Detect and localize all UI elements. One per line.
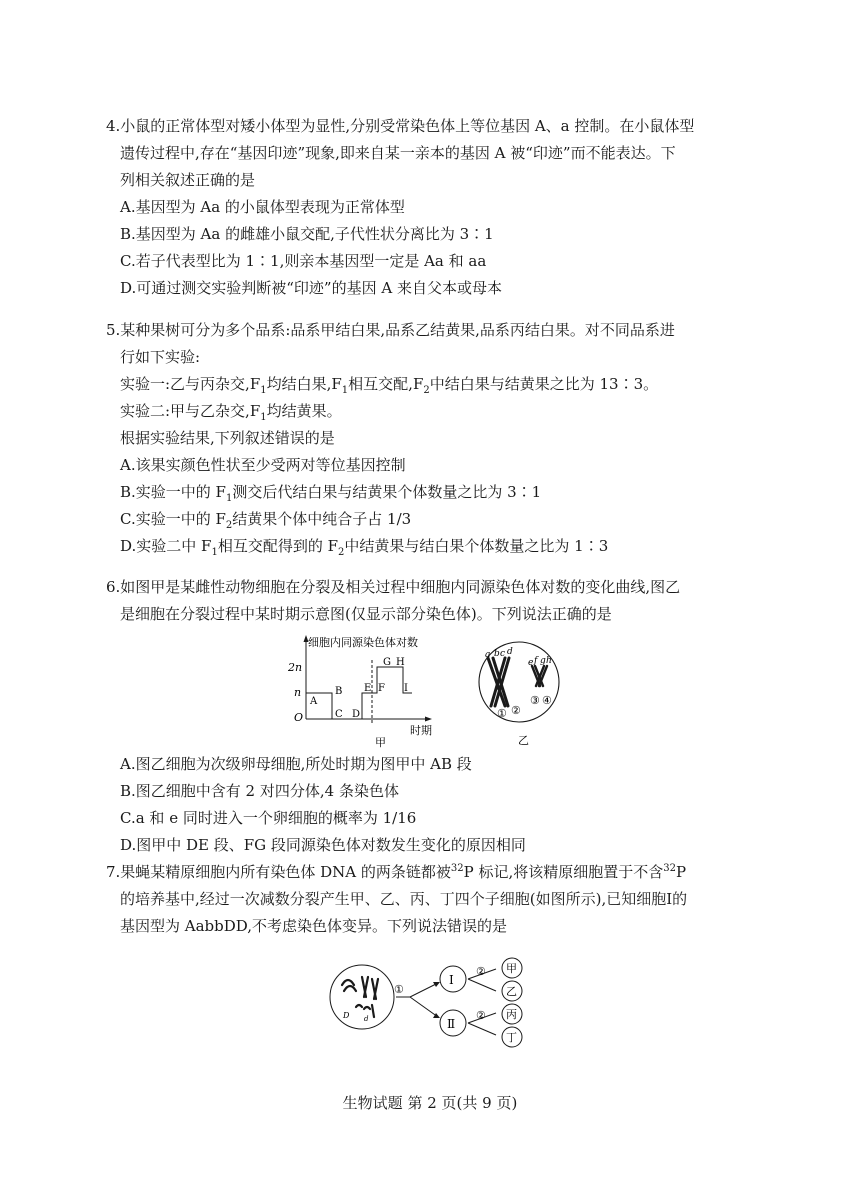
gene-letter-c: c — [500, 649, 506, 659]
point-label-i: I — [404, 683, 408, 694]
figure-jia-homologous-pairs-graph — [286, 632, 446, 750]
gene-label-d-lower: d — [364, 1015, 369, 1023]
gene-letter-a: a — [485, 650, 491, 660]
point-label-h: H — [396, 657, 405, 668]
page-footer: 生物试题 第 2 页(共 9 页) — [342, 1094, 518, 1112]
point-label-e: E — [364, 683, 372, 694]
question-5 — [106, 317, 756, 560]
origin-label: O — [294, 711, 304, 724]
gene-letter-g: g — [540, 656, 546, 666]
point-label-a: A — [310, 696, 318, 707]
question-6-option-d: D.图甲中 DE 段、FG 段同源染色体对数发生变化的原因相同 — [120, 836, 526, 854]
question-7-stem-line-1: 7.果蝇某精原细胞内所有染色体 DNA 的两条链都被$^{32}$P 标记,将该精原细胞置于不含$^{32}$P — [106, 863, 687, 881]
question-4-stem-line-3: 列相关叙述正确的是 — [120, 171, 256, 189]
question-4-option-b: B.基因型为 Aa 的雌雄小鼠交配,子代性状分离比为 3∶1 — [120, 225, 494, 243]
question-5-option-d: D.实验二中 $F_1$相互交配得到的 $F_2$中结黄果与结白果个体数量之比为 1∶3 — [120, 537, 609, 558]
gene-label-d-upper: D — [343, 1011, 350, 1020]
question-5-option-b: B.实验一中的 $F_1$测交后代结白果与结黄果个体数量之比为 3∶1 — [120, 483, 542, 504]
chromosome-number-3: ③ — [530, 694, 540, 707]
step-1-label: ① — [394, 983, 404, 996]
question-5-stem-line-1: 5.某种果树可分为多个品系:品系甲结白果,品系乙结黄果,品系丙结白果。对不同品系进 — [106, 321, 675, 339]
point-label-b: B — [335, 686, 343, 697]
question-4-option-c: C.若子代表型比为 1∶1,则亲本基因型一定是 Aa 和 aa — [120, 252, 487, 270]
cell-2-label: Ⅱ — [447, 1017, 456, 1031]
question-6-stem-line-1: 6.如图甲是某雌性动物细胞在分裂及相关过程中细胞内同源染色体对数的变化曲线,图乙 — [106, 578, 681, 596]
chromosome-number-2: ② — [511, 704, 521, 717]
tick-2n: 2n — [288, 661, 303, 674]
question-4-option-a: A.基因型为 Aa 的小鼠体型表现为正常体型 — [120, 198, 405, 216]
daughter-label-bing: 丙 — [506, 1008, 517, 1021]
point-label-g: G — [383, 657, 391, 668]
point-label-f: F — [378, 683, 385, 694]
question-4-option-d: D.可通过测交实验判断被“印迹”的基因 A 来自父本或母本 — [120, 279, 502, 297]
step-2-label-top: ② — [476, 965, 486, 978]
question-5-experiment-1: 实验一:乙与丙杂交$,F_1$均结白果$,F_1$相互交配$,F_2$中结白果与结黄果之比为 13∶3。 — [120, 375, 659, 396]
figure-jia-ylabel: 细胞内同源染色体对数 — [308, 636, 418, 649]
figure-yi-caption: 乙 — [518, 734, 529, 747]
question-7-stem-line-3: 基因型为 AabbDD,不考虑染色体变异。下列说法错误的是 — [120, 917, 508, 935]
gene-letter-e: e — [528, 658, 534, 668]
question-6-option-b: B.图乙细胞中含有 2 对四分体,4 条染色体 — [120, 782, 399, 800]
question-6-option-a: A.图乙细胞为次级卵母细胞,所处时期为图甲中 AB 段 — [120, 755, 472, 773]
figure-yi-cell-diagram — [474, 640, 566, 748]
question-7 — [106, 859, 756, 940]
question-6-options — [106, 751, 756, 859]
figure-jia-xlabel: 时期 — [410, 724, 432, 737]
daughter-label-jia: 甲 — [506, 962, 517, 975]
question-5-prompt: 根据实验结果,下列叙述错误的是 — [120, 429, 335, 447]
question-6-stem-line-2: 是细胞在分裂过程中某时期示意图(仅显示部分染色体)。下列说法正确的是 — [120, 605, 612, 623]
question-6-option-c: C.a 和 e 同时进入一个卵细胞的概率为 1/16 — [120, 809, 417, 827]
gene-letter-h: h — [546, 656, 552, 666]
figure-meiosis-flow — [328, 955, 538, 1050]
question-5-stem-line-2: 行如下实验: — [120, 348, 201, 366]
arrow-to-cell-2 — [410, 997, 438, 1017]
question-5-experiment-2: 实验二:甲与乙杂交$,F_1$均结黄果。 — [120, 402, 342, 423]
question-6 — [106, 574, 756, 628]
question-5-option-a: A.该果实颜色性状至少受两对等位基因控制 — [120, 456, 406, 474]
daughter-label-yi: 乙 — [506, 985, 517, 998]
figure-jia-caption: 甲 — [375, 736, 386, 749]
point-label-d: D — [352, 709, 361, 720]
arrow-to-cell-1 — [410, 983, 438, 997]
point-label-c: C — [335, 709, 343, 720]
question-5-option-c: C.实验一中的 $F_2$结黄果个体中纯合子占 1/3 — [120, 510, 412, 531]
cell-1-label: Ⅰ — [449, 973, 454, 987]
daughter-label-ding: 丁 — [506, 1031, 517, 1044]
gene-letter-d: d — [507, 647, 513, 657]
gene-letter-f: f — [534, 656, 538, 666]
chromosome-number-1: ① — [497, 707, 507, 720]
question-4-stem-line-2: 遗传过程中,存在“基因印迹”现象,即来自某一亲本的基因 A 被“印迹”而不能表达。下 — [120, 144, 676, 162]
question-4 — [106, 113, 756, 302]
tick-n: n — [294, 686, 302, 699]
gene-letter-b: b — [494, 649, 500, 659]
question-4-stem-line-1: 4.小鼠的正常体型对矮小体型为显性,分别受常染色体上等位基因 A、a 控制。在小鼠体型 — [106, 117, 695, 135]
step-2-label-bottom: ② — [476, 1009, 486, 1022]
question-7-stem-line-2: 的培养基中,经过一次减数分裂产生甲、乙、丙、丁四个子细胞(如图所示),已知细胞Ⅰ的 — [120, 890, 688, 908]
spermatogonium-cell — [330, 965, 394, 1029]
chromosome-number-4: ④ — [542, 694, 552, 707]
